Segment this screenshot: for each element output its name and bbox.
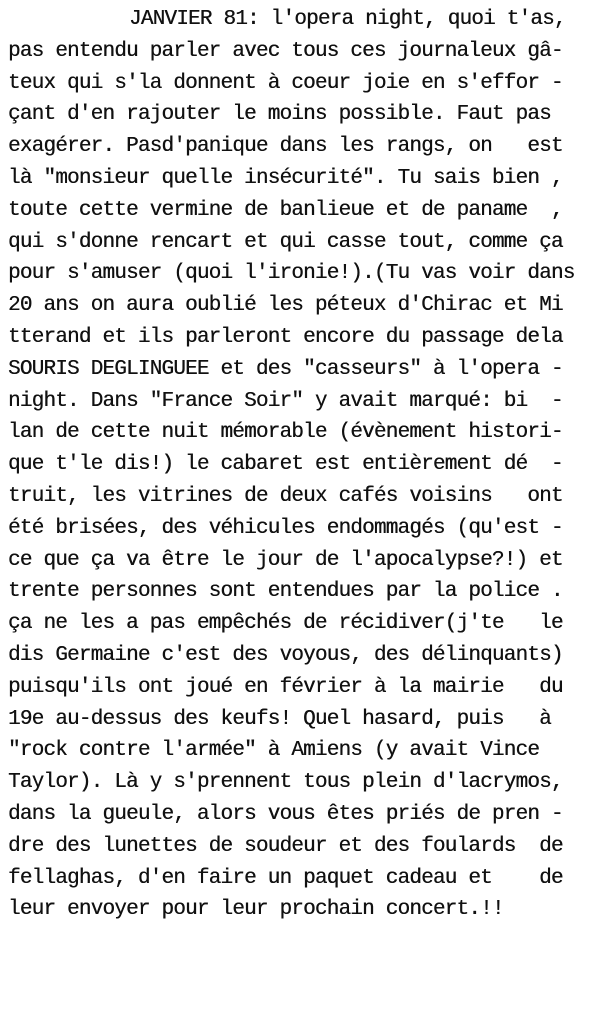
text-line: leur envoyer pour leur prochain concert.!! [8,898,504,922]
text-line: puisqu'ils ont joué en février à la mairie du [8,675,563,699]
text-line: dis Germaine c'est des voyous, des délinquants) [8,643,563,667]
text-line: truit, les vitrines de deux cafés voisins ont [8,484,563,508]
text-line: 20 ans on aura oublié les péteux d'Chirac et Mi [8,294,563,318]
text-line: çant d'en rajouter le moins possible. Faut pas [8,103,551,127]
text-line: ce que ça va être le jour de l'apocalypse?!) et [8,548,563,572]
text-line: pour s'amuser (quoi l'ironie!).(Tu vas voir dans [8,262,575,286]
text-line: ça ne les a pas empêchés de récidiver(j'te le [8,612,563,636]
text-line: lan de cette nuit mémorable (évènement histori- [8,421,563,445]
text-line: été brisées, des véhicules endommagés (qu'est - [8,516,563,540]
text-line: qui s'donne rencart et qui casse tout, comme ça [8,230,563,254]
text-line: dre des lunettes de soudeur et des foulards de [8,834,563,858]
text-line: 19e au-dessus des keufs! Quel hasard, puis à [8,707,551,731]
text-line: pas entendu parler avec tous ces journaleux gâ- [8,39,563,63]
text-line: teux qui s'la donnent à coeur joie en s'effor - [8,71,563,95]
text-line: là "monsieur quelle insécurité". Tu sais bien , [8,166,563,190]
text-line: "rock contre l'armée" à Amiens (y avait Vince [8,739,540,763]
text-line: trente personnes sont entendues par la police . [8,580,563,604]
text-line: exagérer. Pasd'panique dans les rangs, on est [8,135,563,159]
text-line: que t'le dis!) le cabaret est entièrement dé - [8,453,563,477]
text-line: fellaghas, d'en faire un paquet cadeau et de [8,866,563,890]
text-line: toute cette vermine de banlieue et de paname , [8,198,563,222]
text-line: tterand et ils parleront encore du passage dela [8,325,563,349]
text-line: JANVIER 81: l'opera night, quoi t'as, [129,8,566,31]
text-line: Taylor). Là y s'prennent tous plein d'lacrymos, [8,771,563,795]
text-line: dans la gueule, alors vous êtes priés de pren - [8,802,563,826]
text-line: night. Dans "France Soir" y avait marqué: bi - [8,389,563,413]
typewritten-text-block [8,4,586,926]
text-line: SOURIS DEGLINGUEE et des "casseurs" à l'opera - [8,357,563,381]
